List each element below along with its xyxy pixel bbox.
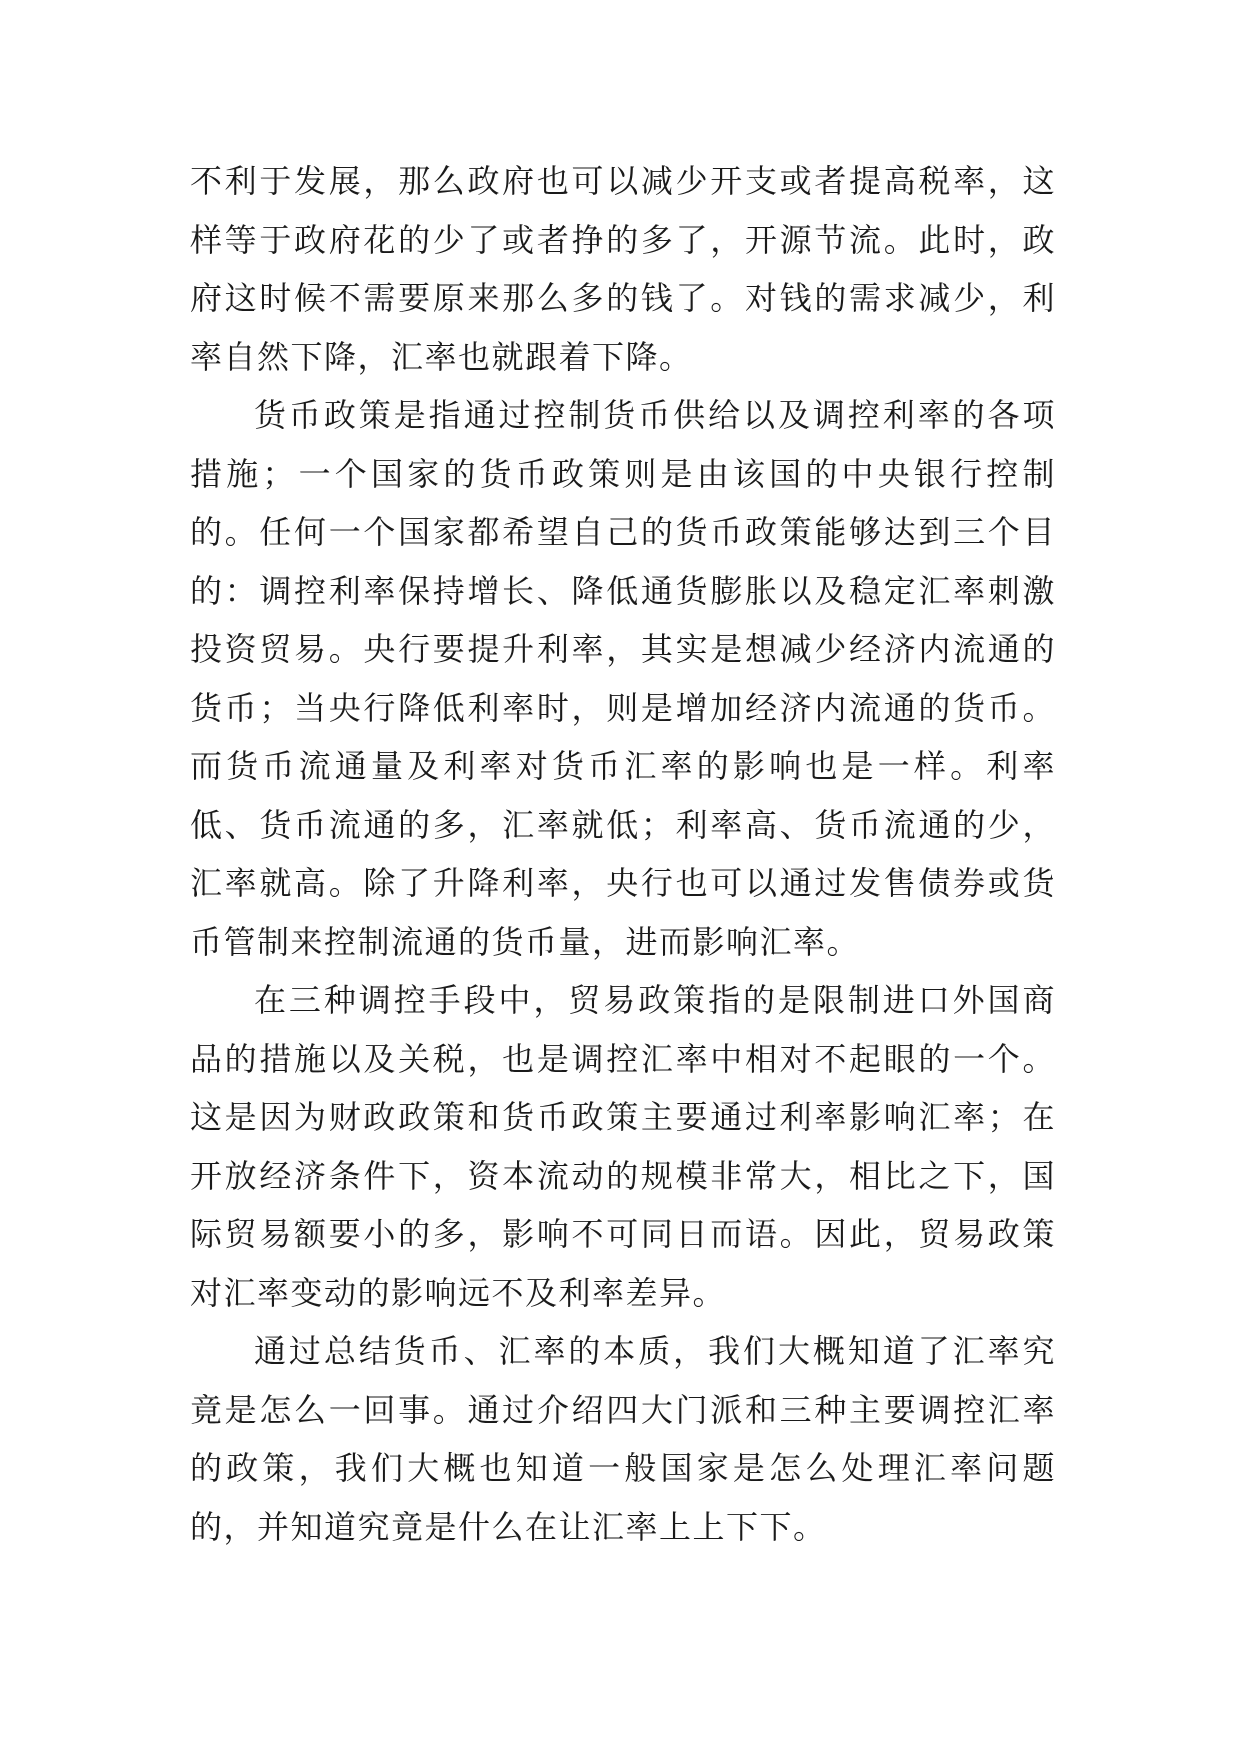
paragraph-trade-policy: 在三种调控手段中，贸易政策指的是限制进口外国商品的措施以及关税，也是调控汇率中相对不起眼的一个。这是因为财政政策和货币政策主要通过利率影响汇率；在开放经济条件下，资本流动的规模非常大，相比之下，国际贸易额要小的多，影响不可同日而语。因此，贸易政策对汇率变动的影响远不及利率差异。: [190, 981, 1056, 1312]
paragraph-monetary-policy: 货币政策是指通过控制货币供给以及调控利率的各项措施；一个国家的货币政策则是由该国的中央银行控制的。任何一个国家都希望自己的货币政策能够达到三个目的：调控利率保持增长、降低通货膨胀以及稳定汇率刺激投资贸易。央行要提升利率，其实是想减少经济内流通的货币；当央行降低利率时，则是增加经济内流通的货币。而货币流通量及利率对货币汇率的影响也是一样。利率低、货币流通的多，汇率就低；利率高、货币流通的少，汇率就高。除了升降利率，央行也可以通过发售债券或货币管制来控制流通的货币量，进而影响汇率。: [190, 396, 1056, 961]
document-page: [190, 152, 1056, 1556]
paragraph-summary: 通过总结货币、汇率的本质，我们大概知道了汇率究竟是怎么一回事。通过介绍四大门派和三种主要调控汇率的政策，我们大概也知道一般国家是怎么处理汇率问题的，并知道究竟是什么在让汇率上上下下。: [190, 1332, 1056, 1546]
paragraph-fiscal-policy-end: 不利于发展，那么政府也可以减少开支或者提高税率，这样等于政府花的少了或者挣的多了，开源节流。此时，政府这时候不需要原来那么多的钱了。对钱的需求减少，利率自然下降，汇率也就跟着下降。: [190, 162, 1056, 376]
